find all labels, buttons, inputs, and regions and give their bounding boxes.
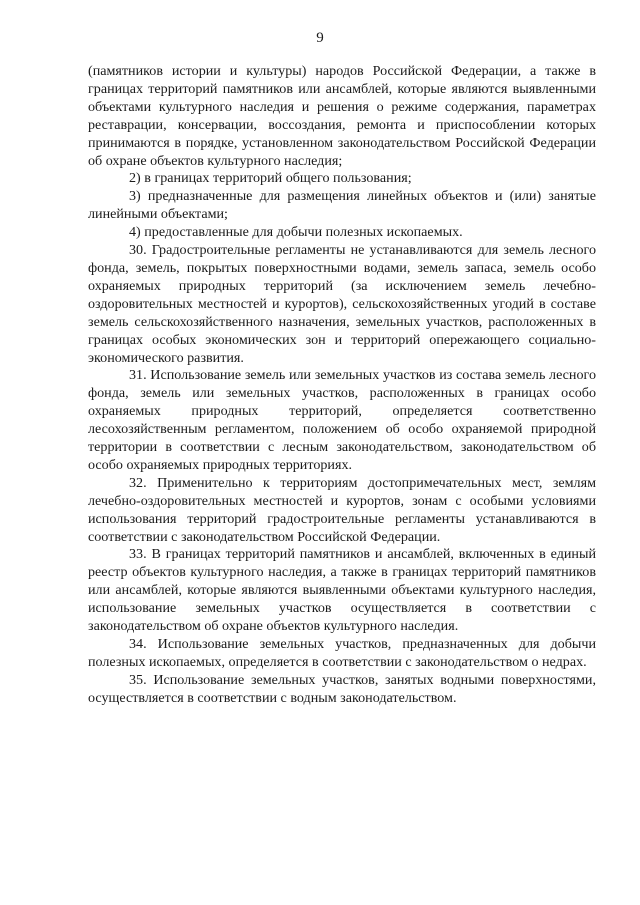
document-body bbox=[88, 63, 596, 708]
paragraph-item-3: 3) предназначенные для размещения линейных объектов и (или) занятые линейными объектами; bbox=[88, 188, 596, 223]
paragraph-30: 30. Градостроительные регламенты не устанавливаются для земель лесного фонда, земель, покрытых поверхностными водами, земель запаса, земель особо охраняемых природных территорий (за исключением земель лечебно-оздоровительных местностей и курортов), сельскохозяйственных угодий в составе земель сельскохозяйственного назначения, земельных участков, расположенных в границах особых экономических зон и территорий опережающего социально-экономического развития. bbox=[88, 242, 596, 366]
paragraph-35: 35. Использование земельных участков, занятых водными поверхностями, осуществляется в соответствии с водным законодательством. bbox=[88, 671, 596, 706]
paragraph-continuation: (памятников истории и культуры) народов Российской Федерации, а также в границах территорий памятников или ансамблей, которые являются выявленными объектами культурного наследия и решения о режиме содержания, параметрах реставрации, консервации, воссоздания, ремонта и приспособлении которых принимаются в порядке, установленном законодательством Российской Федерации об охране объектов культурного наследия; bbox=[88, 63, 596, 169]
paragraph-34: 34. Использование земельных участков, предназначенных для добычи полезных ископаемых, определяется в соответствии с законодательством о недрах. bbox=[88, 636, 596, 670]
paragraph-item-2: 2) в границах территорий общего пользования; bbox=[129, 170, 412, 187]
paragraph-item-4: 4) предоставленные для добычи полезных ископаемых. bbox=[129, 224, 463, 241]
paragraph-32: 32. Применительно к территориям достопримечательных мест, землям лечебно-оздоровительных местностей и курортов, зонам с особыми условиями использования территорий градостроительные регламенты устанавливаются в соответствии с законодательством Российской Федерации. bbox=[88, 474, 596, 545]
paragraph-31: 31. Использование земель или земельных участков из состава земель лесного фонда, земель или земельных участков, расположенных в границах особо охраняемых природных территорий, определяется соответственно лесохозяйственным регламентом, положением об особо охраняемой природной территории в соответствии с лесным законодательством, законодательством об особо охраняемых природных территориях. bbox=[88, 367, 596, 473]
page-number: 9 bbox=[316, 30, 324, 46]
paragraph-33: 33. В границах территорий памятников и ансамблей, включенных в единый реестр объектов культурного наследия, а также в границах территорий памятников или ансамблей, которые являются выявленными объектами культурного наследия, использование земельных участков осуществляется в соответствии с законодательством об охране объектов культурного наследия. bbox=[88, 546, 596, 635]
